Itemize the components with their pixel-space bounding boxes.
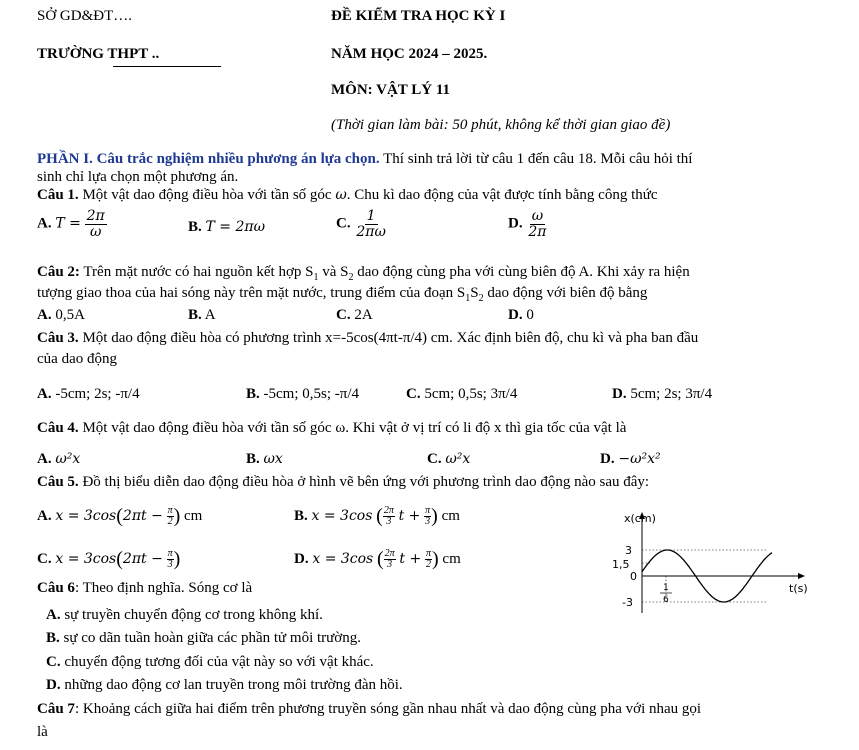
y-axis-label: x(cm) — [624, 512, 656, 525]
q6-option-c-value: chuyển động tương đối của vật này so với vật khác. — [64, 654, 374, 670]
q5-option-c: C. x = 3cos(2πt − $\frac{\pi}{3}$ ) — [37, 548, 181, 570]
q1-option-a-label: A. — [37, 215, 52, 232]
q6-option-d — [46, 677, 403, 694]
oscillation-graph — [600, 508, 820, 618]
q1-stem — [37, 187, 658, 204]
part1-line1 — [37, 151, 692, 168]
q5-d-fd2: 2 — [425, 559, 431, 570]
q6-text: : Theo định nghĩa. Sóng cơ là — [74, 580, 253, 596]
q2-option-d-label: D. — [508, 307, 523, 323]
q1-c-den: 2πω — [356, 223, 386, 240]
q5-c-pre: x = 3cos — [55, 550, 117, 567]
q2-sub1: 1 — [313, 272, 319, 283]
q1-a-fraction — [85, 209, 107, 239]
q2-text-e: S — [470, 285, 479, 301]
q3-option-d-label: D. — [612, 386, 627, 402]
exam-title: ĐỀ KIỂM TRA HỌC KỲ I — [331, 8, 506, 24]
q1-d-fraction — [526, 209, 548, 239]
school-underline — [113, 66, 221, 67]
q2-sub4: 2 — [478, 293, 484, 304]
q5-c-fn: π — [167, 548, 173, 559]
q4-label: Câu 4. — [37, 420, 79, 436]
q2-text-b: và S — [322, 264, 349, 280]
q2-option-b-label: B. — [188, 307, 202, 323]
q3-option-c — [406, 386, 517, 403]
q4-option-b-value: ωx — [263, 451, 283, 467]
q1-d-den: 2π — [528, 223, 547, 240]
q2-option-a-label: A. — [37, 307, 52, 323]
part1-heading: PHẦN I. Câu trắc nghiệm nhiều phương án lựa chọn. — [37, 151, 380, 167]
q7-label: Câu 7 — [37, 701, 75, 717]
q2-option-c — [336, 307, 373, 324]
q5-a-fd: 2 — [167, 516, 173, 527]
q4-option-a-value: ω²x — [55, 451, 81, 467]
q2-option-b-value: A — [204, 307, 216, 323]
dept-name: SỞ GD&ĐT…. — [37, 8, 133, 24]
q5-c-frac — [167, 549, 174, 570]
q5-d-unit: cm — [442, 550, 461, 567]
q6-option-a — [46, 607, 323, 624]
part1-instruction: Thí sinh trả lời từ câu 1 đến câu 18. Mỗi câu hỏi thí — [383, 151, 693, 167]
q4-option-a-label: A. — [37, 451, 52, 467]
q5-option-d: D. x = 3cos ( $\frac{2\pi}{3}$ t + $\frac{\pi}{2}$ ) cm — [294, 548, 461, 570]
q2-text-c: dao động cùng pha với cùng biên độ A. Khi xảy ra hiện — [357, 264, 690, 280]
omega-symbol: ω — [335, 187, 347, 203]
q5-option-d-label: D. — [294, 550, 309, 567]
q3-option-a-label: A. — [37, 386, 52, 402]
q4-stem — [37, 420, 626, 437]
tick-t-den: 6 — [663, 595, 669, 605]
q4-option-c-label: C. — [427, 451, 442, 467]
q5-stem — [37, 474, 649, 491]
q3-label: Câu 3. — [37, 330, 79, 346]
subject: MÔN: VẬT LÝ 11 — [331, 82, 451, 98]
q1-d-num: ω — [531, 208, 544, 224]
q5-b-unit: cm — [441, 507, 460, 524]
school-name: TRƯỜNG THPT .. — [37, 46, 160, 62]
q2-option-b — [188, 307, 216, 324]
q2-option-c-label: C. — [336, 307, 351, 323]
q5-d-fn1: 2π — [384, 548, 395, 559]
q6-option-b-value: sự co dãn tuần hoàn giữa các phần tử môi trường. — [63, 630, 361, 646]
q1-text: Một vật dao động điều hòa với tần số góc — [82, 187, 332, 203]
q6-option-b — [46, 630, 361, 647]
tick-0: 0 — [630, 570, 637, 583]
q5-a-frac — [167, 506, 174, 527]
q2-option-d — [508, 307, 534, 324]
q5-label: Câu 5. — [37, 474, 79, 490]
q6-option-d-value: những dao động cơ lan truyền trong môi trường đàn hồi. — [64, 677, 403, 693]
q6-stem — [37, 580, 252, 597]
q4-option-b-label: B. — [246, 451, 260, 467]
q5-a-pre: x = 3cos — [55, 507, 117, 524]
q2-stem-line1 — [37, 264, 690, 283]
q1-a-lhs: T = — [55, 215, 81, 232]
q2-option-d-value: 0 — [526, 307, 534, 323]
q6-option-c — [46, 654, 374, 671]
q5-d-fn2: π — [425, 548, 431, 559]
q3-option-d-value: 5cm; 2s; 3π/4 — [630, 386, 713, 402]
q5-a-in: 2πt − — [122, 507, 163, 524]
q5-option-c-label: C. — [37, 550, 52, 567]
q3-option-c-value: 5cm; 0,5s; 3π/4 — [424, 386, 518, 402]
q1-a-num: 2π — [86, 208, 105, 224]
q2-text-a: Trên mặt nước có hai nguồn kết hợp S — [83, 264, 314, 280]
q3-option-b — [246, 386, 359, 403]
q1-option-c-label: C. — [336, 215, 351, 232]
x-axis-label: t(s) — [789, 582, 808, 595]
q4-option-d-value: −ω²x² — [618, 451, 661, 467]
q2-sub3: 1 — [465, 293, 471, 304]
tick-minus-3: -3 — [622, 596, 633, 609]
q3-option-b-label: B. — [246, 386, 260, 402]
q2-label: Câu 2: — [37, 264, 80, 280]
q4-option-a — [37, 451, 80, 468]
q1-option-b — [188, 219, 265, 236]
q1-option-d — [508, 209, 548, 239]
q5-a-fn: π — [167, 505, 173, 516]
q4-text: Một vật dao động điều hòa với tần số góc ω. Khi vật ở vị trí có li độ x thì gia tốc của vật là — [82, 420, 627, 436]
q5-option-b-label: B. — [294, 507, 308, 524]
q4-option-c-value: ω²x — [445, 451, 471, 467]
q5-b-fd1: 3 — [386, 516, 392, 527]
q1-option-b-label: B. — [188, 219, 202, 235]
q5-a-unit: cm — [184, 507, 203, 524]
q1-c-fraction — [354, 209, 388, 239]
q4-option-b — [246, 451, 283, 468]
q4-option-c — [427, 451, 470, 468]
q5-option-a-label: A. — [37, 507, 52, 524]
q7-stem-line2: là — [37, 724, 48, 740]
q2-stem-line2 — [37, 285, 647, 304]
q6-label: Câu 6 — [37, 580, 75, 596]
q3-option-d — [612, 386, 712, 403]
q6-option-d-label: D. — [46, 677, 61, 693]
q5-c-in: 2πt − — [122, 550, 163, 567]
q4-option-d-label: D. — [600, 451, 615, 467]
q3-option-a-value: -5cm; 2s; -π/4 — [55, 386, 140, 402]
q3-stem-line2: của dao động — [37, 351, 117, 367]
school-year: NĂM HỌC 2024 – 2025. — [331, 46, 488, 62]
q7-stem-line1 — [37, 701, 701, 718]
q5-b-fd2: 3 — [425, 516, 431, 527]
q3-text: Một dao động điều hòa có phương trình x=-5cos(4πt-π/4) cm. Xác định biên độ, chu kì và pha ban đầu — [82, 330, 699, 346]
tick-t-num: 1 — [663, 583, 669, 593]
q5-d-pre: x = 3cos — [312, 550, 374, 567]
q5-b-mid: t + — [398, 507, 421, 524]
q5-d-frac1 — [384, 549, 396, 570]
q2-text-f: dao động với biên độ bằng — [487, 285, 648, 301]
q2-sub2: 2 — [348, 272, 354, 283]
q1-label: Câu 1. — [37, 187, 79, 203]
q1-option-a — [37, 209, 107, 239]
q3-stem-line1 — [37, 330, 698, 347]
q6-option-a-label: A. — [46, 607, 61, 623]
x-axis-arrow — [798, 573, 805, 579]
q5-c-fd: 3 — [167, 559, 173, 570]
q2-option-a — [37, 307, 85, 324]
q2-text-d: tượng giao thoa của hai sóng này trên mặt nước, trung điểm của đoạn S — [37, 285, 466, 301]
q1-option-d-label: D. — [508, 215, 523, 232]
q5-text: Đồ thị biểu diễn dao động điều hòa ở hình vẽ bên ứng với phương trình dao động nào sau đây: — [82, 474, 650, 490]
q3-option-b-value: -5cm; 0,5s; -π/4 — [263, 386, 359, 402]
q1-text2: . Chu kì dao động của vật được tính bằng công thức — [346, 187, 658, 203]
q5-b-fn2: π — [425, 505, 431, 516]
q2-option-c-value: 2A — [354, 307, 373, 323]
q5-b-frac1 — [383, 506, 395, 527]
q2-option-a-value: 0,5A — [55, 307, 85, 323]
q5-d-frac2 — [425, 549, 432, 570]
q1-a-den: ω — [89, 223, 102, 240]
q1-option-c — [336, 209, 388, 239]
q7-text: : Khoảng cách giữa hai điểm trên phương truyền sóng gần nhau nhất và dao động cùng pha với nhau gọi — [74, 701, 702, 717]
q3-option-c-label: C. — [406, 386, 421, 402]
q6-option-c-label: C. — [46, 654, 61, 670]
q4-option-d — [600, 451, 661, 468]
q1-c-num: 1 — [366, 208, 376, 224]
q5-option-a: A. x = 3cos(2πt − $\frac{\pi}{2}$ ) cm — [37, 505, 203, 527]
q6-option-b-label: B. — [46, 630, 60, 646]
q5-option-b: B. x = 3cos ( $\frac{2\pi}{3}$ t + $\frac{\pi}{3}$ ) cm — [294, 505, 460, 527]
tick-3: 3 — [625, 544, 632, 557]
q6-option-a-value: sự truyền chuyển động cơ trong không khí. — [64, 607, 323, 623]
tick-1-5: 1,5 — [612, 558, 630, 571]
q5-b-pre: x = 3cos — [311, 507, 373, 524]
q5-d-mid: t + — [399, 550, 422, 567]
part1-instruction-cont: sinh chỉ lựa chọn một phương án. — [37, 169, 239, 185]
q3-option-a — [37, 386, 140, 403]
q5-b-fn1: 2π — [383, 505, 394, 516]
q5-d-fd1: 3 — [387, 559, 393, 570]
q1-b-expr: T = 2πω — [205, 219, 266, 235]
exam-time: (Thời gian làm bài: 50 phút, không kể thời gian giao đề) — [331, 117, 671, 133]
